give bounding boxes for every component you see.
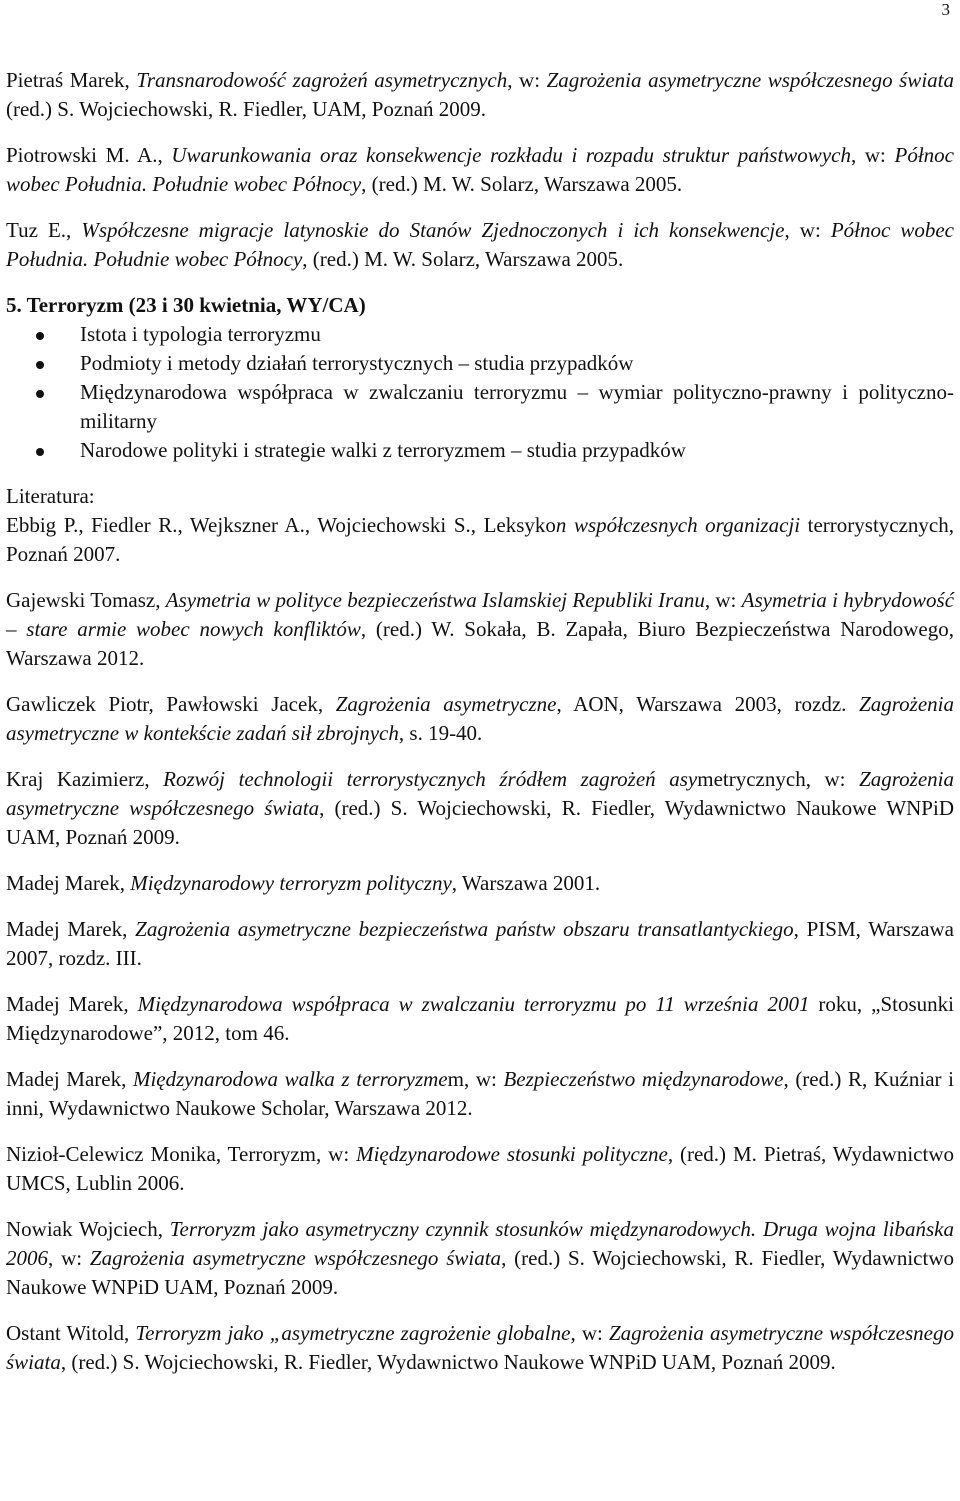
entry-text: , s. 19-40. [398,721,483,745]
topic-list [6,320,954,465]
entry-title-text: Międzynarodowy terroryzm polityczny [130,871,452,895]
entry-text: roku, „Stosunki Międzynarodowe”, 2012, tom 46. [6,992,954,1045]
entry-title-text: Asymetria w polityce bezpieczeństwa Islamskiej Republiki Iranu [165,588,705,612]
entry-text: Tuz E., [6,218,82,242]
entry-text: Nizioł-Celewicz Monika, Terroryzm, w: [6,1142,357,1166]
entry-title-text: Międzynarodowe stosunki polityczne [356,1142,668,1166]
entry-title-text: Bezpieczeństwo międzynarodowe [503,1067,784,1091]
entry-title-text: Zagrożenia asymetryczne współczesnego świata [6,767,954,820]
entry-title-text: Zagrożenia asymetryczne bezpieczeństwa państw obszaru transatlantyckiego [135,917,794,941]
entry-text: , AON, Warszawa 2003, rozdz. [556,692,860,716]
bibliography-entry [6,869,954,898]
entry-text: , w: [784,218,831,242]
entry-text: , PISM, Warszawa 2007, rozdz. III. [6,917,954,970]
entry-title-text: Północ wobec Południa. Południe wobec Północy [6,143,954,196]
entry-text: Madej Marek, [6,1067,133,1091]
entry-title-text: Północ wobec Południa. Południe wobec Północy [6,218,954,271]
entry-text: Madej Marek, [6,917,136,941]
bibliography-entry [6,1215,954,1302]
document-body [6,66,954,1394]
entry-text: Ebbig P., Fiedler R., Wejkszner A., Wojciechowski S., Leksyko [6,513,556,537]
entry-text: Ostant Witold, [6,1321,136,1345]
entry-text: , (red.) S. Wojciechowski, R. Fiedler, Wydawnictwo Naukowe WNPiD UAM, Poznań 2009. [6,1246,955,1299]
bibliography-entry [6,1319,954,1377]
entry-text: Gajewski Tomasz, [6,588,166,612]
bibliography-entry [6,511,954,569]
bibliography-entry [6,586,954,673]
section-title: 5. Terroryzm (23 i 30 kwietnia, WY/CA) [6,293,366,317]
bibliography-entry [6,216,954,274]
bibliography-entry [6,990,954,1048]
topic-item: Międzynarodowa współpraca w zwalczaniu terroryzmu – wymiar polityczno-prawny i polityczno-militarny [80,378,954,436]
entry-text: , (red.) M. W. Solarz, Warszawa 2005. [302,247,624,271]
entry-title-text: Międzynarodowa współpraca w zwalczaniu terroryzmu po 11 września 2001 [137,992,810,1016]
entry-title-text: Terroryzm jako asymetryczny czynnik stosunków międzynarodowych. Druga wojna libańska 2006 [6,1217,954,1270]
entry-title-text: Zagrożenia asymetryczne [335,692,557,716]
entry-text: , (red.) M. W. Solarz, Warszawa 2005. [361,172,683,196]
entry-title-text: n współczesnych organizacji [555,513,801,537]
entry-text: , w: [850,143,895,167]
entry-text: Kraj Kazimierz, [6,767,164,791]
entry-text: , (red.) W. Sokała, B. Zapała, Biuro Bezpieczeństwa Narodowego, Warszawa 2012. [6,617,954,670]
entry-text: Madej Marek, [6,992,138,1016]
entry-text: , (red.) S. Wojciechowski, R. Fiedler, Wydawnictwo Naukowe WNPiD UAM, Poznań 2009. [6,796,954,849]
entry-text: Pietraś Marek, [6,68,137,92]
bibliography-entry [6,141,954,199]
entry-title-text: Rozwój technologii terrorystycznych źródłem zagrożeń asy [163,767,698,791]
entry-text: terrorystycznych, Poznań 2007. [6,513,955,566]
entry-title-text: Współczesne migracje latynoskie do Stanów Zjednoczonych i ich konsekwencje [81,218,785,242]
entry-title-text: Asymetria i hybrydowość – stare armie wobec nowych konfliktów [6,588,955,641]
entry-text: , (red.) R, Kuźniar i inni, Wydawnictwo Naukowe Scholar, Warszawa 2012. [6,1067,954,1120]
entry-title-text: Międzynarodowa walka z terroryzme [132,1067,448,1091]
bibliography-entry [6,690,954,748]
bibliography-entry [6,765,954,852]
entry-text: m, w: [447,1067,504,1091]
topic-item: Istota i typologia terroryzmu [80,320,954,349]
entry-text: Gawliczek Piotr, Pawłowski Jacek, [6,692,336,716]
entry-text: , w: [48,1246,90,1270]
entry-title-text: Zagrożenia asymetryczne w kontekście zadań sił zbrojnych [6,692,954,745]
entry-title-text: Zagrożenia asymetryczne współczesnego świata [546,68,954,92]
bibliography-entry [6,915,954,973]
entry-text: (red.) S. Wojciechowski, R. Fiedler, UAM, Poznań 2009. [6,97,487,121]
bibliography-entry [6,1065,954,1123]
entry-text: , (red.) S. Wojciechowski, R. Fiedler, Wydawnictwo Naukowe WNPiD UAM, Poznań 2009. [60,1350,836,1374]
entry-text: , w: [570,1321,609,1345]
entry-title-text: Zagrożenia asymetryczne współczesnego świata [6,1321,954,1374]
bibliography-entry [6,1140,954,1198]
entry-text: Nowiak Wojciech, [6,1217,170,1241]
entry-text: Madej Marek, [6,871,131,895]
page-number: 3 [941,0,950,19]
literature-label: Literatura: [6,484,95,508]
entry-title-text: Transnarodowość zagrożeń asymetrycznych [136,68,508,92]
entry-text: , w: [704,588,742,612]
topic-item: Podmioty i metody działań terrorystycznych – studia przypadków [80,349,954,378]
entry-title-text: Uwarunkowania oraz konsekwencje rozkładu i rozpadu struktur państwowych [171,143,851,167]
entry-title-text: Terroryzm jako „asymetryczne zagrożenie globalne [135,1321,571,1345]
topic-item: Narodowe polityki i strategie walki z terroryzmem – studia przypadków [80,436,954,465]
entry-text: Piotrowski M. A., [6,143,172,167]
bibliography-entry [6,66,954,124]
entry-text: , (red.) M. Pietraś, Wydawnictwo UMCS, Lublin 2006. [6,1142,954,1195]
entry-title-text: Zagrożenia asymetryczne współczesnego świata [89,1246,502,1270]
bibliography-top [6,66,954,274]
entry-text: , Warszawa 2001. [451,871,601,895]
entry-text: , w: [507,68,547,92]
literature-list [6,511,954,1377]
entry-text: metrycznych, w: [697,767,860,791]
